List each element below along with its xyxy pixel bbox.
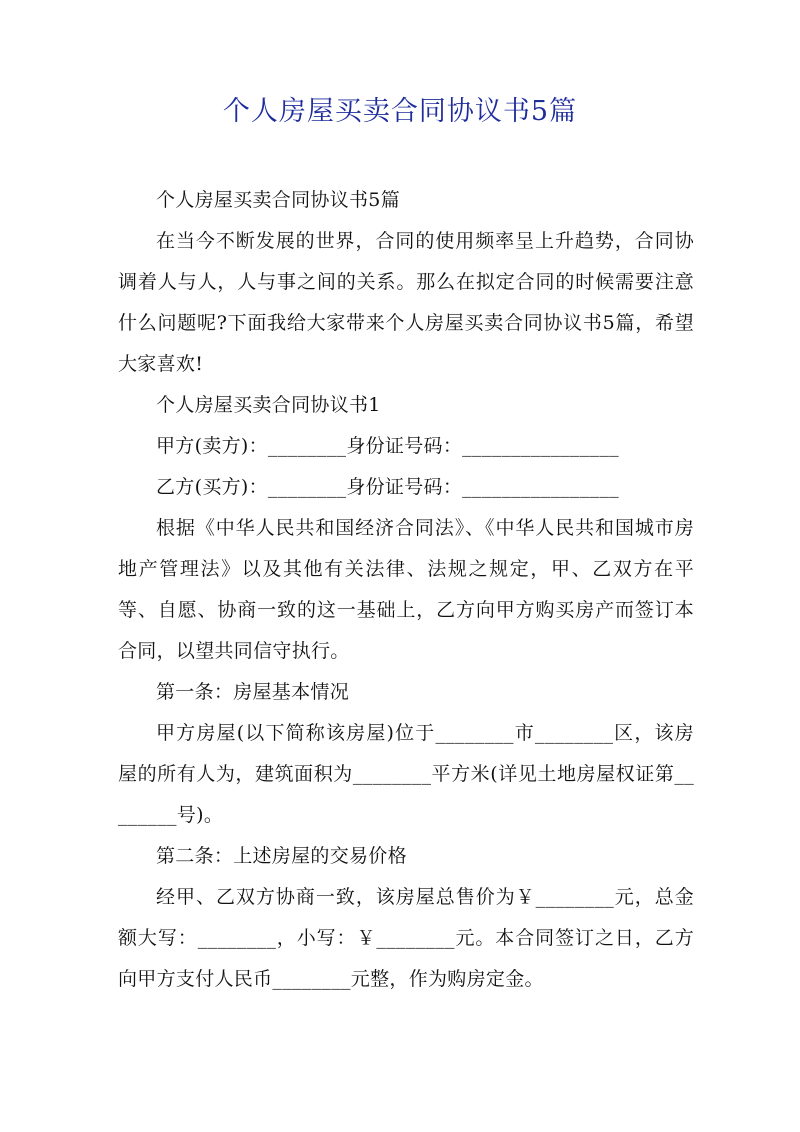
paragraph-article-2-heading: 第二条：上述房屋的交易价格 [156, 845, 407, 867]
paragraph-intro: 在当今不断发展的世界，合同的使用频率呈上升趋势，合同协调着人与人，人与事之间的关系。那么在拟定合同的时候需要注意什么问题呢?下面我给大家带来个人房屋买卖合同协议书5篇，希望大家喜欢! [118, 230, 694, 375]
paragraph-subtitle: 个人房屋买卖合同协议书5篇 [156, 189, 400, 211]
paragraph-party-b: 乙方(买方)：________身份证号码：________________ [156, 476, 619, 498]
paragraph-article-2-body: 经甲、乙双方协商一致，该房屋总售价为￥________元，总金额大写：________，小写：￥________元。本合同签订之日，乙方向甲方支付人民币________元整，作为购房定金。 [118, 886, 694, 990]
document-body [118, 180, 694, 1000]
document-title: 个人房屋买卖合同协议书5篇 [222, 96, 578, 127]
paragraph-legal-basis: 根据《中华人民共和国经济合同法》、《中华人民共和国城市房地产管理法》以及其他有关法律、法规之规定，甲、乙双方在平等、自愿、协商一致的这一基础上，乙方向甲方购买房产而签订本合同，以望共同信守执行。 [118, 517, 694, 662]
paragraph-article-1-heading: 第一条：房屋基本情况 [156, 681, 350, 703]
paragraph-party-a: 甲方(卖方)：________身份证号码：________________ [156, 435, 619, 457]
paragraph-article-1-body: 甲方房屋(以下简称该房屋)位于________市________区，该房屋的所有人为，建筑面积为________平方米(详见土地房屋权证第________号)。 [118, 722, 694, 826]
paragraph-agreement-1-heading: 个人房屋买卖合同协议书1 [156, 394, 381, 416]
